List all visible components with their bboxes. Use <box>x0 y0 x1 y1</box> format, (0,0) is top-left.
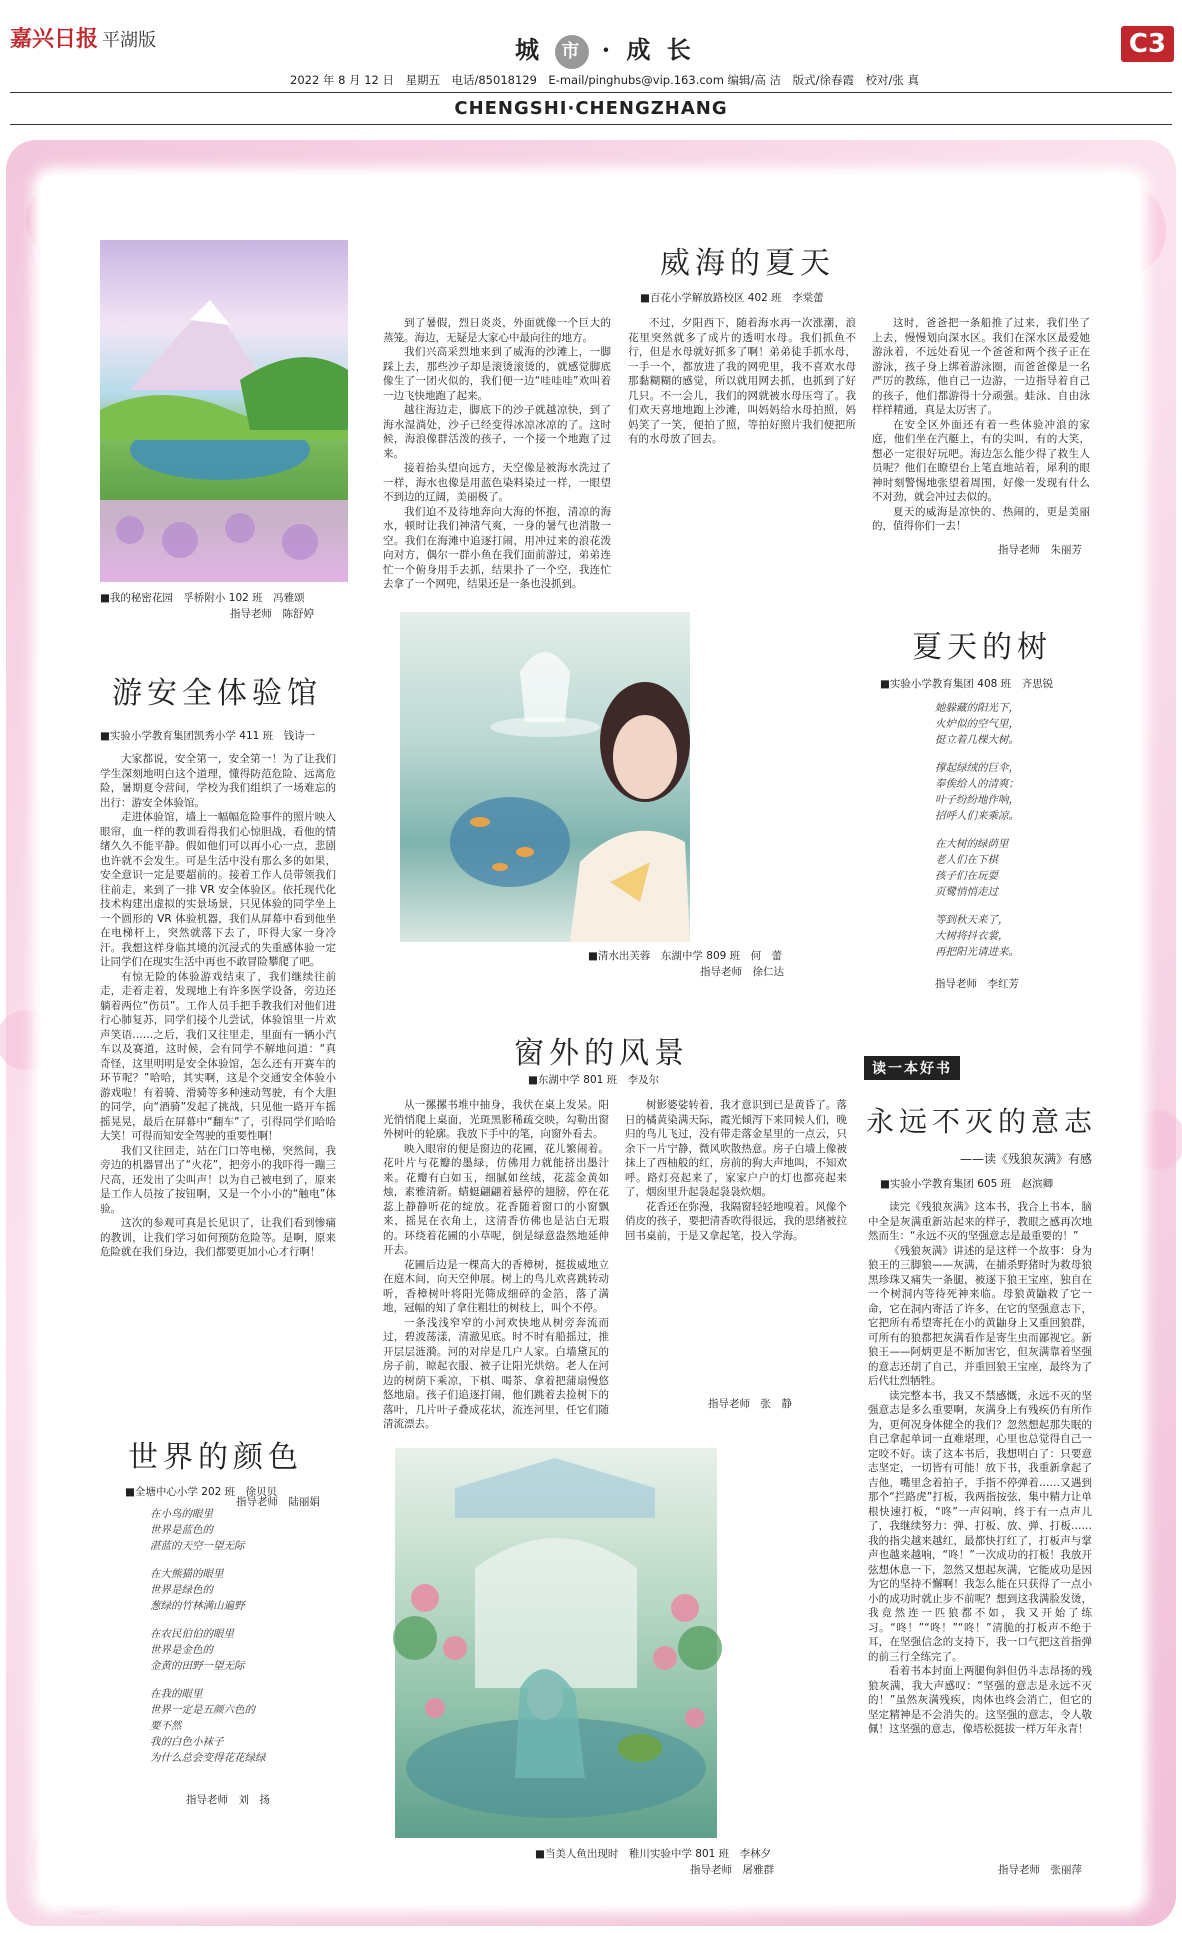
article-title: 窗外的风景 <box>514 1036 689 1071</box>
section-title: 城 市 · 成 长 <box>515 30 695 69</box>
photo-caption: ■我的秘密花园 孚桥附小 102 班 冯雅颂 <box>100 592 305 604</box>
article-byline: ■实验小学教育集团 605 班 赵滨卿 <box>880 1178 1054 1190</box>
photo-teacher: 指导老师 徐仁达 <box>700 966 784 978</box>
article-teacher: 指导老师 朱丽芳 <box>998 544 1082 556</box>
article-teacher: 指导老师 张 静 <box>708 1398 792 1410</box>
photo-teacher: 指导老师 陈舒婷 <box>230 608 314 620</box>
article-teacher: 指导老师 李红芳 <box>935 978 1019 990</box>
photo-caption: ■当美人鱼出现时 稚川实验中学 801 班 李林夕 <box>535 1848 772 1860</box>
article-title: 世界的颜色 <box>128 1440 303 1475</box>
article-column: 大家都说，安全第一，安全第一！为了让我们学生深刻地明白这个道理，懂得防范危险、远离危险，暑期夏令营间，学校为我们组织了一场难忘的出行：游安全体验馆。 走进体验馆，墙上一幅幅危险事件的照片映入眼帘，血一样的教训看得我们心惊胆战，看他的情绪久久不能平静。假如他们可以再小心一点，悲剧也许就不会发生。可是生活中没有那么多的如果，安全意识一定是要超前的。接着工作人员带领我们往前走，来到了一排 VR 安全体验区。依托现代化技术构建出虚拟的实景场景，只见体验的同学坐上一个圆形的 VR 体验机器，我们从屏幕中看到他坐在电梯杆上，突然就落下去了，吓得大家一身冷汗。我想这样身临其境的沉浸式的失重感体验一定让同学们在现实生活中再也不敢冒险攀爬了吧。 有惊无险的体验游戏结束了，我们继续往前走，走着走着，发现地上有许多医学设备，旁边还躺着两位“伤员”。工作人员手把手教我们对他们进行心肺复苏，同学们接个儿尝试，体验馆里一片欢声笑语……之后，我们又往里走，里面有一辆小汽车以及赛道，这时候，会有同学不解地问道：“真奇怪，这里明明是安全体验馆，怎么还有开赛车的环节呢？”哈哈，其实啊，这是个交通安全体验小游戏啦！有着骑、滑骑等多种速动驾驶，有个大胆的同学，向“酒骑”发起了挑战，只见他一路开车摇摇晃晃，最后在屏幕中“翻车”了，引得同学们哈哈大笑！可得而知安全驾驶的重要性啊！ 我们又往回走，站在门口等电梯，突然间，我旁边的机器冒出了“火花”，把旁小的我吓得一蹦三尺高，还发出了尖叫声！以为自己被电到了，原来是工作人员按了按钮啊，又是一个小小的“触电”体验。 这次的参观可真是长见识了，让我们看到惨痛的教训，让我们学习如何预防危险等。是啊，原来危险就在我们身边，我们都要更加小心才行啊！ <box>100 753 336 1258</box>
article-column: 从一摞摞书堆中抽身，我伏在桌上发呆。阳光悄悄爬上桌面，光斑黑影稀疏交映，勾勒出窗外树叶的轮廓。我放下手中的笔，向窗外看去。 映入眼帘的便是窗边的花圃，花儿繁闹着。花叶片与花瓣的墨绿，仿佛用力就能挤出墨汁来。花瓣有白如玉，细腻如丝绒，花蕊金黄如烛，素雅清新。蜻蜓翩翩着悬停的翅膀，停在花蕊上静静听花的绽放。花香随着窗口的小窗飘来，摇晃在衣角上，这清香仿佛也是沾白无瑕的。环绕着花圃的小草呢，倒是绿意盎然地延伸开去。 花圃后边是一棵高大的香樟树，挺拔威地立在庭木间，向天空伸展。树上的鸟儿欢喜跳转动听，香樟树叶将阳光筛成细碎的金箔，落了满地，冠幅的知了拿住粗壮的树枝上，叫个不停。 一条浅浅窄窄的小河欢快地从树旁奔流而过，碧波荡漾，清澈见底。时不时有船摇过，推开层层涟漪。河的对岸是几户人家。白墙黛瓦的房子前，晾起衣服、被子让阳光烘焙。老人在河边的树荫下乘凉，下棋、喝茶、拿着把蒲扇慢悠悠地扇。孩子们追逐打闹，他们跳着去捡树下的落叶，几片叶子叠成花状，流连河里，任它们随清流漂去。 <box>383 1099 609 1430</box>
article-title: 游安全体验馆 <box>112 676 322 711</box>
article-column: 树影婆娑转着，我才意识到已是黄昏了。落日的橘黄染满天际，霞光倾泻下来同候人们，晚归的鸟儿飞过，没有带走落金星里的一点云，只余下一片宁静，微风吹散热意。房子白墙上像被抹上了西柚般的红，房前的狗大声地叫，不知欢呼。路灯亮起来了，家家户户的灯也都亮起来了，烟囱里升起袅起袅袅炊烟。 花香还在弥漫，我隔窗轻轻地嗅着。风像个俏皮的孩子，要把清香吹得很远，我的思绪被拉回书桌前，于是又拿起笔，投入学海。 <box>625 1099 847 1242</box>
header-rule <box>10 92 1172 93</box>
article-teacher: 指导老师 刘 扬 <box>186 1794 270 1806</box>
photo-girl-with-fish <box>400 612 690 942</box>
issue-info-line: 2022 年 8 月 12 日 星期五 电话/85018129 E-mail/pinghubs@vip.163.com 编辑/高 洁 版式/徐春霞 校对/张 真 <box>290 73 919 87</box>
article-byline: ■百花小学解放路校区 402 班 李棠蕾 <box>640 292 824 304</box>
article-column: 到了暑假，烈日炎炎，外面就像一个巨大的蒸笼。海边，无疑是大家心中最向往的地方。 我们兴高采烈地来到了威海的沙滩上，一脚踩上去，那些沙子却是滚烫滚烫的，就感觉脚底像生了一团火似的，我们便一边“哇哇哇”欢叫着一边飞快地跑了起来。 越往海边走，脚底下的沙子就越凉快，到了海水湿淌处，沙子已经变得冰凉冰凉的了。这时候，海浪像群活泼的孩子，一个接一个地跑了过来。 接着抬头望向远方，天空像是被海水洗过了一样，海水也像是用蓝色染料染过一样，一眼望不到边的辽阔，美丽极了。 我们迫不及待地奔向大海的怀抱，清凉的海水，顿时让我们神清气爽，一身的暑气也消散一空。我们在海滩中追逐打闹，用冲过来的浪花泼向对方，偶尔一群小鱼在我们面前游过，弟弟连忙一个俯身用手去抓，结果扑了一个空，我连忙去拿了一个网兜，结果还是一条也没抓到。 <box>383 317 611 590</box>
article-column: 这时，爸爸把一条船推了过来，我们坐了上去，慢慢划向深水区。我们在深水区最爱她游泳着，不远处看见一个爸爸和两个孩子正在游泳，孩子身上绑着游泳圈，而爸爸像是一名严厉的教练，他自己一边游，一边指导着自己的孩子，他们都游得十分顽强。蛙泳、自由泳样样精通，真是太厉害了。 在安全区外面还有着一些体验冲浪的家庭，他们坐在汽艇上，有的尖叫，有的大笑，想必一定很好玩吧。海边怎么能少得了救生人员呢？他们在瞭望台上笔直地站着，犀利的眼神时刻警惕地张望着周围，好像一发现有什么不对劲，就会冲过去似的。 夏天的威海是凉快的、热闹的，更是美丽的，值得你们一去！ <box>872 317 1090 532</box>
photo-mermaid <box>395 1448 717 1838</box>
article-title: 永远不灭的意志 <box>866 1105 1098 1138</box>
photo-secret-garden <box>100 240 348 582</box>
column-tag: 读一本好书 <box>864 1056 960 1080</box>
article-teacher: 指导老师 陆丽娟 <box>236 1496 320 1508</box>
article-title: 夏天的树 <box>912 630 1052 665</box>
photo-teacher: 指导老师 屠雅群 <box>690 1864 774 1876</box>
article-byline: ■实验小学教育集团凯秀小学 411 班 钱诗一 <box>100 730 316 742</box>
article-byline: ■全塘中心小学 202 班 徐贝贝 <box>125 1486 278 1498</box>
article-teacher: 指导老师 张丽萍 <box>998 1864 1082 1876</box>
article-column: 读完《残狼灰满》这本书，我合上书本，脑中全是灰满重新站起来的样子，教眼之感再次地然而生：“永远不灭的坚强意志是最重要的！” 《残狼灰满》讲述的是这样一个故事：身为狼王的三脚狼——灰满，在捕杀野猪时为救母狼黑珍珠又痛失一条腿，被逐下狼王宝座，独自在一个树洞内等待死神来临。母狼黄鼬救了它一命，它在洞内寄活了许多，在它的坚强意志下，它把所有希望寄托在小的黄鼬身上又重回狼群，可所有的狼都把灰满看作是寄生虫而鄙视它。新狼王——阿炳更是不断加害它，但灰满靠着坚强的意志还胡了自己，并重回狼王宝座，最终为了后代壮烈牺牲。 读完整本书，我又不禁感慨，永远不灭的坚强意志是多么重要啊，灰满身上有残疾仍有所作为，更何况身体健全的我们？忽然想起那失眠的自己拿起单词一直难堪理，心里也总觉得自己一定咬不好。读了这本书后，我想明白了：只要意志坚定，一切皆有可能！放下书，我重新拿起了吉他，嘴里念着拍子，手指不停弹着……又遇到那个“拦路虎”打板，我两指按弦，集中精力让单根快速打板，“咚”一声闷响，终于有一点声儿了，我继续努力：弹、打板、放、弹、打板……我的指尖越来越红，最都快打红了，打板声与掌声也越来越响，“咚！”一次成功的打板！我放开弦想休息一下，忽然又想起灰满，它能成功是因为它的坚持不懈啊！我怎么能在只获得了一点小小的成功时就止步不前呢？想到这我满脸发烫，我竟然连一匹狼都不如，我又开始了练习。“咚！”“咚！”“咚！”清脆的打板声不绝于耳，在坚强信念的支持下，我一口气把这首指弹的前三行全练完了。 看着书本封面上两腿佝斜但仍斗志昂扬的残狼灰满，我大声感叹：“坚强的意志是永远不灭的！”虽然灰满残疾，肉体也终会消亡，但它的坚定精神是不会消失的。这坚强的意志，令人敬佩！这坚强的意志，像塔松挺拔一样万年永青！ <box>868 1201 1092 1735</box>
article-column: 不过，夕阳西下，随着海水再一次涨潮，浪花里突然就多了成片的透明水母。我们抓鱼不行，但是水母就好抓多了啊！弟弟徒手抓水母，一手一个，都放进了我的网兜里，我不喜欢水母那黏糊糊的感觉，所以就用网去抓，也抓到了好几只。不一会儿，我们的网就被水母压弯了。我们欢天喜地地跑上沙滩，叫妈妈给水母拍照，妈妈笑了一笑，便拍了照，等拍好照片我们便把所有的水母放了回去。 <box>628 317 856 445</box>
article-byline: ■实验小学教育集团 408 班 齐思锐 <box>880 678 1054 690</box>
photo-caption: ■清水出芙蓉 东湖中学 809 班 何 蕾 <box>588 950 783 962</box>
page-number-badge: C3 <box>1121 26 1174 62</box>
article-byline: ■东湖中学 801 班 李及尔 <box>528 1074 660 1086</box>
section-pinyin: CHENGSHI·CHENGZHANG <box>454 98 728 119</box>
poem-body: 在小鸟的眼里 世界是蓝色的 湛蓝的天空一望无际 在大熊猫的眼里 世界是绿色的 葱绿的竹林满山遍野 在农民伯伯的眼里 世界是金色的 金黄的田野一望无际 在我的眼里 世界一定是五颜六色的 要不然 我的白色小袜子 为什么总会变得花花绿绿 <box>150 1508 266 1764</box>
poem-body: 她躲藏的阳光下， 火炉似的空气里， 挺立着几棵大树。 撑起绿绒的巨伞， 奉俟给人的清爽； 叶子纷纷地作响， 招呼人们来乘凉。 在大树的绿荫里 老人们在下棋 孩子们在玩耍 页鹭悄悄走过 等到秋天来了， 大树将抖衣裳， 再把阳光请进来。 <box>935 702 1019 958</box>
article-title: 威海的夏天 <box>660 246 835 281</box>
newspaper-logo: 嘉兴日报 平湖版 <box>10 26 157 52</box>
article-subtitle: ——读《残狼灰满》有感 <box>960 1152 1093 1166</box>
header-rule-bottom <box>10 124 1172 125</box>
